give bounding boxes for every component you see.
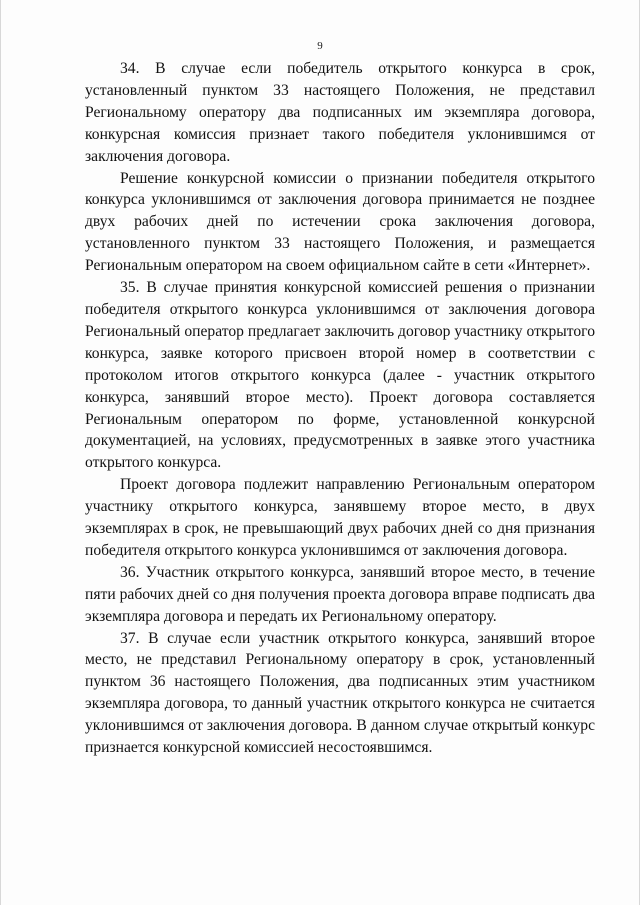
paragraph-35: 35. В случае принятия конкурсной комиссией решения о признании победителя открытого конкурса уклонившимся от заключения договора Региональный оператор предлагает заключить договор участнику открытого конкурса, заявке которого присвоен второй номер в соответствии с протоколом итогов открытого конкурса (далее - участник открытого конкурса, занявший второе место). Проект договора составляется Региональным оператором по форме, установленной конкурсной документацией, на условиях, предусмотренных в заявке этого участника открытого конкурса. bbox=[85, 279, 595, 472]
paragraph-37: 37. В случае если участник открытого конкурса, занявший второе место, не представил Региональному оператору в срок, установленный пунктом 36 настоящего Положения, два подписанных этим участником экземпляра договора, то данный участник открытого конкурса не считается уклонившимся от заключения договора. В данном случае открытый конкурс признается конкурсной комиссией несостоявшимся. bbox=[85, 629, 595, 757]
paragraph-35-draft: Проект договора подлежит направлению Региональным оператором участнику открытого конкурса, занявшему второе место, в двух экземплярах в срок, не превышающий двух рабочих дней со дня признания победителя открытого конкурса уклонившимся от заключения договора. bbox=[85, 476, 595, 559]
document-body bbox=[85, 58, 595, 759]
paragraph-36: 36. Участник открытого конкурса, занявший второе место, в течение пяти рабочих дней со дня получения проекта договора вправе подписать два экземпляра договора и передать их Региональному оператору. bbox=[85, 563, 595, 625]
paragraph-34: 34. В случае если победитель открытого конкурса в срок, установленный пунктом 33 настоящего Положения, не представил Региональному оператору два подписанных им экземпляра договора, конкурсная комиссия признает такого победителя уклонившимся от заключения договора. bbox=[85, 60, 595, 165]
page-number: 9 bbox=[317, 40, 323, 52]
paragraph-34-decision: Решение конкурсной комиссии о признании победителя открытого конкурса уклонившимся от заключения договора принимается не позднее двух рабочих дней по истечении срока заключения договора, установленного пунктом 33 настоящего Положения, и размещается Региональным оператором на своем официальном сайте в сети «Интернет». bbox=[85, 169, 595, 275]
